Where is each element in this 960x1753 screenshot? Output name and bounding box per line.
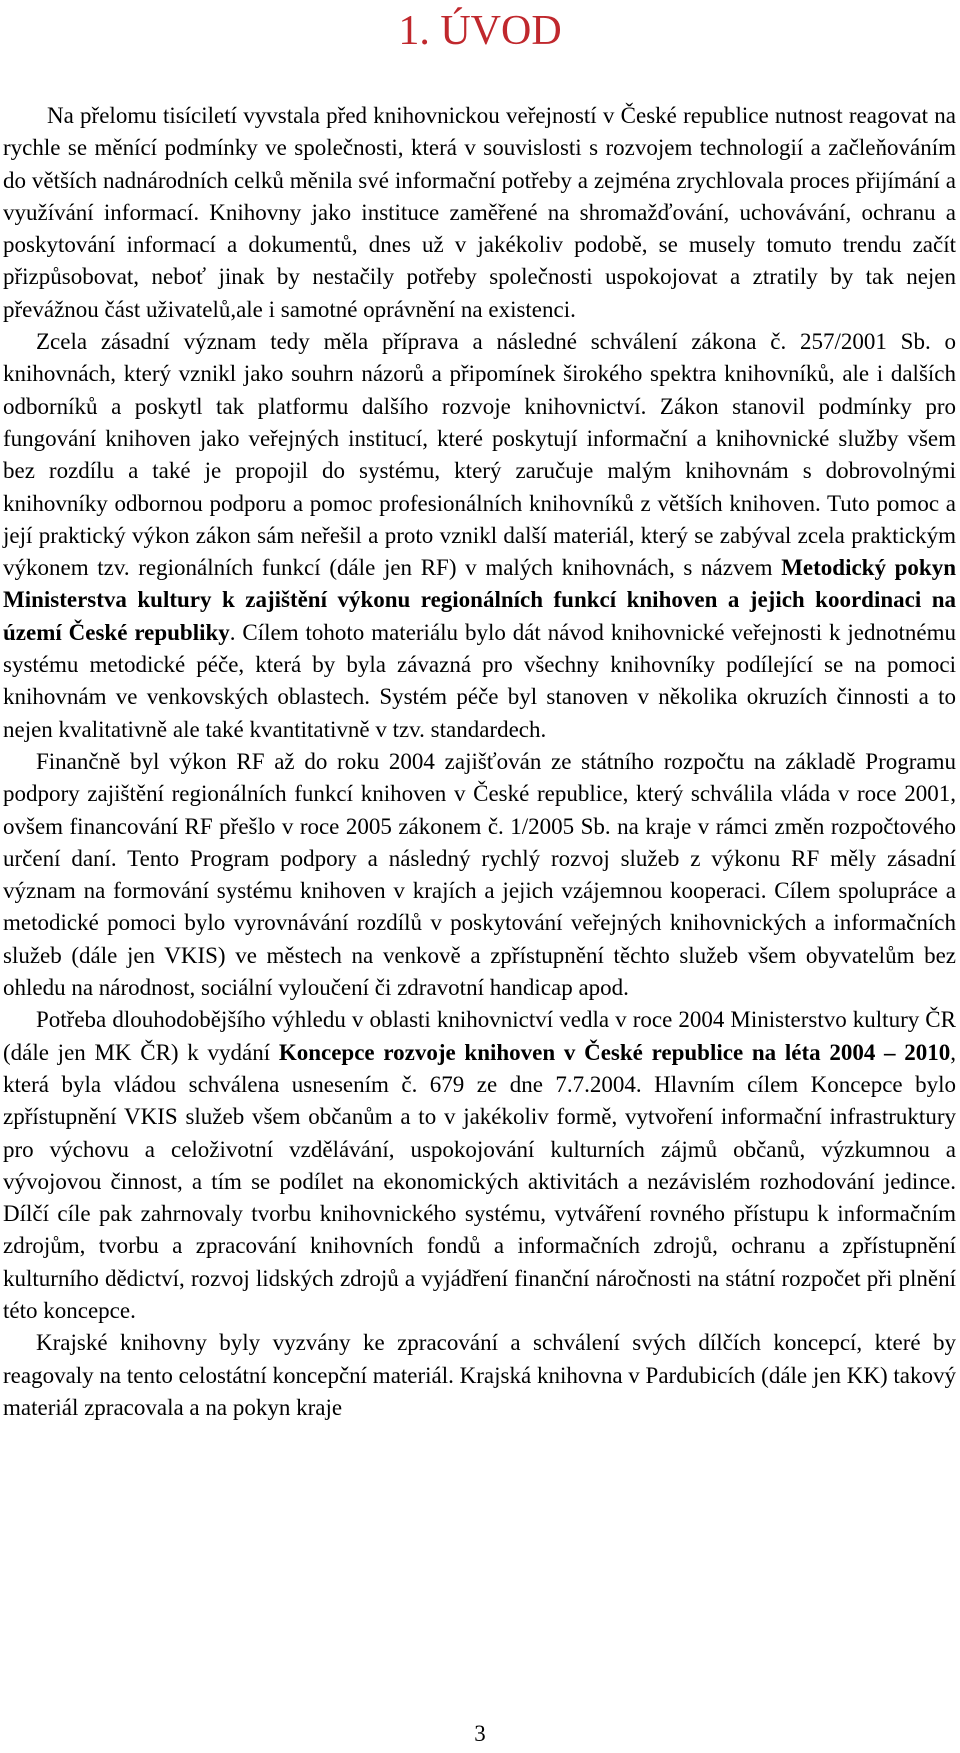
paragraph — [3, 746, 956, 1004]
text-run: Finančně byl výkon RF až do roku 2004 zajišťován ze státního rozpočtu na základě Programu podpory zajištění regionálních funkcí knihoven v České republice, který schválila vláda v roce 2001, ovšem financování RF přešlo v roce 2005 zákonem č. 1/2005 Sb. na kraje v rámci změn rozpočtového určení daní. Tento Program podpory a následný rychlý rozvoj služeb z výkonu RF měly zásadní význam na formování systému knihoven v krajích a jejich vzájemnou kooperaci. Cílem spolupráce a metodické pomoci bylo vyrovnávání rozdílů v poskytování veřejných knihovnických a informačních služeb (dále jen VKIS) ve městech na venkově a zpřístupnění těchto služeb všem obyvatelům bez ohledu na národnost, sociální vyloučení či zdravotní handicap apod. — [3, 748, 956, 1001]
bold-document-title: Metodický pokyn Ministerstva kultury k zajištění výkonu regionálních funkcí knihoven a jejich koordinaci na území České republiky — [3, 555, 956, 645]
chapter-heading: 1. ÚVOD — [398, 8, 562, 54]
paragraph — [3, 326, 956, 746]
body-text — [3, 100, 956, 1424]
text-run: Zcela zásadní význam tedy měla příprava a následné schválení zákona č. 257/2001 Sb. o knihovnách, který vznikl jako souhrn názorů a připomínek širokého spektra knihovníků, ale i dalších odborníků a poskytl tak platformu dalšího rozvoje knihovnictví. Zákon stanovil podmínky pro fungování knihoven jako veřejných institucí, které poskytují informační a knihovnické služby všem bez rozdílu a také je propojil do systému, který zaručuje malým knihovnám s dobrovolnými knihovníky odbornou podporu a pomoc profesionálních knihovníků z větších knihoven. Tuto pomoc a její praktický výkon zákon sám neřešil a proto vznikl další materiál, který se zabýval zcela praktickým výkonem tzv. regionálních funkcí (dále jen RF) v malých knihovnách, s názvem — [3, 329, 956, 581]
paragraph — [3, 1327, 956, 1424]
paragraph — [3, 100, 956, 326]
text-run: Na přelomu tisíciletí vyvstala před knihovnickou veřejností v České republice nutnost reagovat na rychle se měnící podmínky ve společnosti, která v souvislosti s rozvojem technologií a začleňováním do větších nadnárodních celků měnila své informační potřeby a zejména zrychlovala proces přijímání a využívání informací. Knihovny jako instituce zaměřené na shromažďování, uchovávání, ochranu a poskytování informací a dokumentů, dnes už v jakékoliv podobě, se musely tomuto trendu začít přizpůsobovat, neboť jinak by nestačily potřeby společnosti uspokojovat a ztratily by tak nejen převážnou část uživatelů,ale i samotné oprávnění na existenci. — [3, 103, 956, 322]
text-run: Krajské knihovny byly vyzvány ke zpracování a schválení svých dílčích koncepcí, které by reagovaly na tento celostátní koncepční materiál. Krajská knihovna v Pardubicích (dále jen KK) takový materiál zpracovala a na pokyn kraje — [3, 1330, 956, 1420]
text-run: . Cílem tohoto materiálu bylo dát návod knihovnické veřejnosti k jednotnému systému metodické péče, která by byla závazná pro všechny knihovníky podílející se na pomoci knihovnám ve venkovských oblastech. Systém péče byl stanoven v několika okruzích činnosti a to nejen kvalitativně ale také kvantitativně v tzv. standardech. — [3, 619, 956, 742]
text-run: , která byla vládou schválena usnesením č. 679 ze dne 7.7.2004. Hlavním cílem Koncepce bylo zpřístupnění VKIS služeb všem občanům a to v jakékoliv formě, vytvoření informační infrastruktury pro výchovu a celoživotní vzdělávání, uspokojování kulturních zájmů občanů, výzkumnou a vývojovou činnost, a tím se podílet na ekonomických aktivitách a nezávislém rozhodování jedince. Dílčí cíle pak zahrnovaly tvorbu knihovnického systému, vytváření rovného přístupu k informačním zdrojům, tvorbu a zpracování knihovních fondů a informačních zdrojů, ochranu a zpřístupnění kulturního dědictví, rozvoj lidských zdrojů a vyjádření finanční náročnosti na státní rozpočet při plnění této koncepce. — [3, 1039, 956, 1323]
text-run: Potřeba dlouhodobějšího výhledu v oblasti knihovnictví vedla v roce 2004 Ministerstvo kultury ČR (dále jen MK ČR) k vydání — [3, 1007, 956, 1065]
bold-document-title: Koncepce rozvoje knihoven v České republice na léta 2004 – 2010 — [278, 1039, 951, 1065]
paragraph — [3, 1004, 956, 1327]
page-number: 3 — [474, 1721, 486, 1746]
